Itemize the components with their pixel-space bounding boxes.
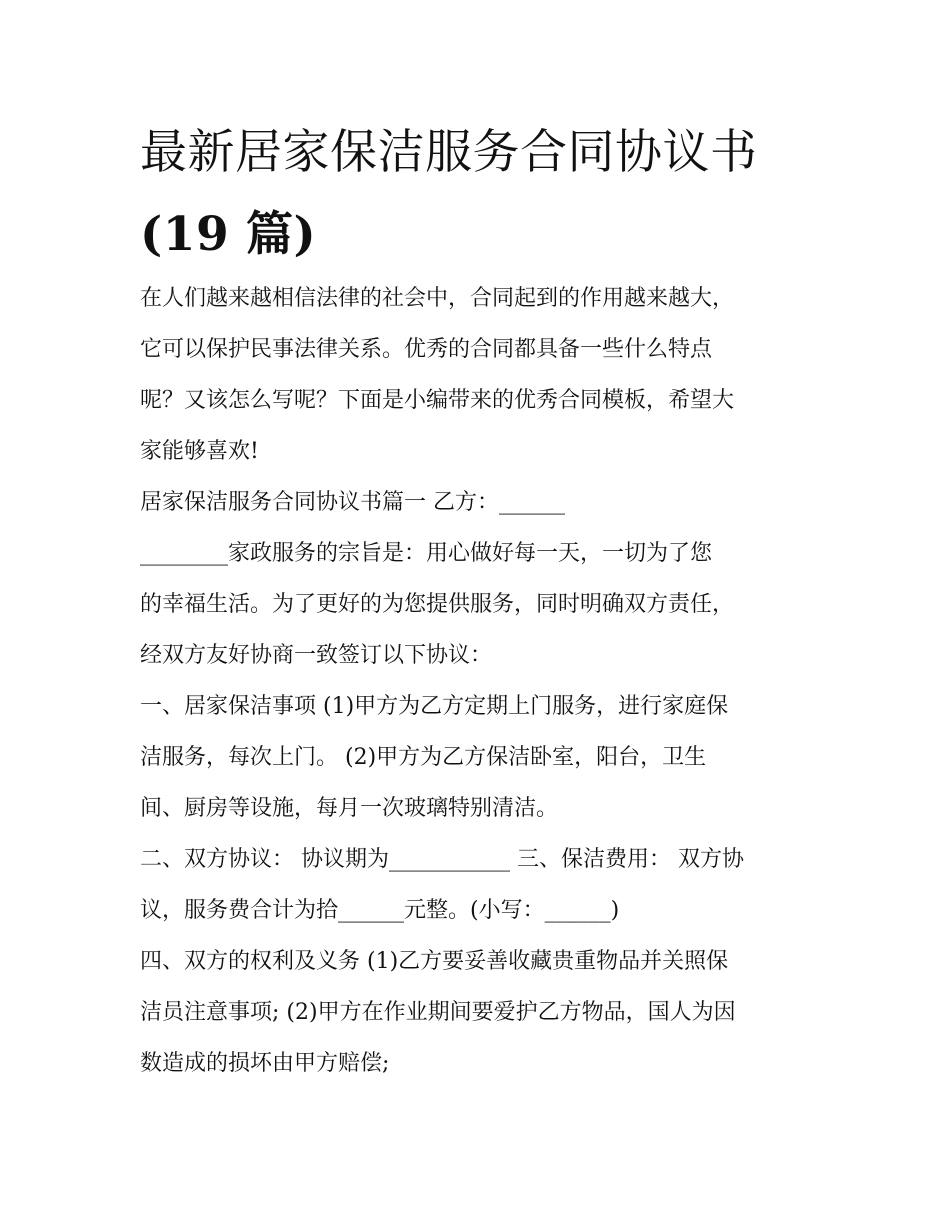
text-line: 在人们越来越相信法律的社会中，合同起到的作用越来越大， — [140, 286, 735, 311]
text-line: 一、居家保洁事项 (1)甲方为乙方定期上门服务，进行家庭保 — [140, 694, 729, 719]
text-line: 洁员注意事项; (2)甲方在作业期间要爱护乙方物品，国人为因 — [140, 1000, 736, 1025]
document-title — [140, 112, 830, 276]
document-body — [140, 273, 830, 1089]
agreement-fee-paragraph — [140, 834, 830, 936]
text-line: 它可以保护民事法律关系。优秀的合同都具备一些什么特点 — [140, 337, 713, 362]
text-line: 四、双方的权利及义务 (1)乙方要妥善收藏贵重物品并关照保 — [140, 949, 729, 974]
intro-paragraph — [140, 273, 830, 477]
text-line: 洁服务，每次上门。 (2)甲方为乙方保洁卧室，阳台，卫生 — [140, 745, 707, 770]
text-line: 经双方友好协商一致签订以下协议： — [140, 643, 493, 668]
text-line: 的幸福生活。为了更好的为您提供服务，同时明确双方责任， — [140, 592, 735, 617]
text-line: 数造成的损坏由甲方赔偿; — [140, 1051, 390, 1076]
cleaning-items-paragraph — [140, 681, 830, 834]
title-line: 最新居家保洁服务合同协议书 — [140, 125, 758, 180]
text-line: 议，服务费合计为拾______元整。(小写：______) — [140, 898, 620, 923]
text-line: 家能够喜欢! — [140, 439, 259, 464]
text-line: 间、厨房等设施，每月一次玻璃特别清洁。 — [140, 796, 559, 821]
section-one-paragraph — [140, 477, 830, 681]
text-line: ________家政服务的宗旨是：用心做好每一天，一切为了您 — [140, 541, 713, 566]
text-line: 居家保洁服务合同协议书篇一 乙方：______ — [140, 490, 565, 515]
title-line: (19 篇) — [140, 207, 317, 262]
text-line: 呢？又该怎么写呢？下面是小编带来的优秀合同模板，希望大 — [140, 388, 735, 413]
text-line: 二、双方协议： 协议期为___________ 三、保洁费用： 双方协 — [140, 847, 744, 872]
rights-duties-paragraph — [140, 936, 830, 1089]
